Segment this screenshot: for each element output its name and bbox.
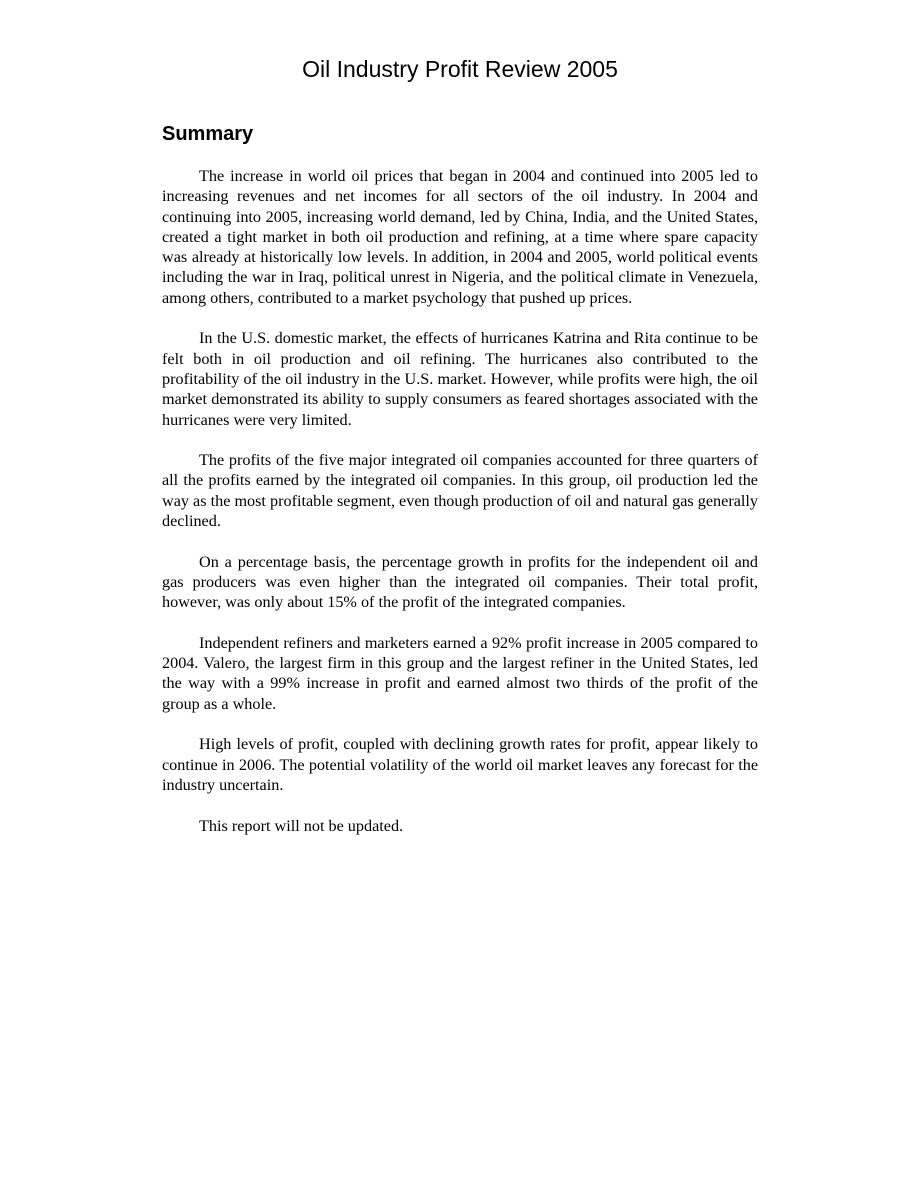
paragraph: On a percentage basis, the percentage growth in profits for the independent oil and gas producers was even higher than the integrated oil companies. Their total profit, however, was only about 15% of the profit of the integrated companies. [162,552,758,612]
section-heading: Summary [162,123,254,145]
paragraph: In the U.S. domestic market, the effects of hurricanes Katrina and Rita continue to be felt both in oil production and oil refining. The hurricanes also contributed to the profitability of the oil industry in the U.S. market. However, while profits were high, the oil market demonstrated its ability to supply consumers as feared shortages associated with the hurricanes were very limited. [162,329,758,429]
summary-body [162,166,758,836]
paragraph: The profits of the five major integrated oil companies accounted for three quarters of all the profits earned by the integrated oil companies. In this group, oil production led the way as the most profitable segment, even though production of oil and natural gas generally declined. [162,451,758,531]
paragraph: The increase in world oil prices that began in 2004 and continued into 2005 led to increasing revenues and net incomes for all sectors of the oil industry. In 2004 and continuing into 2005, increasing world demand, led by China, India, and the United States, created a tight market in both oil production and refining, at a time where spare capacity was already at historically low levels. In addition, in 2004 and 2005, world political events including the war in Iraq, political unrest in Nigeria, and the political climate in Venezuela, among others, contributed to a market psychology that pushed up prices. [162,167,758,307]
paragraph: Independent refiners and marketers earned a 92% profit increase in 2005 compared to 2004. Valero, the largest firm in this group and the largest refiner in the United States, led the way with a 99% increase in profit and earned almost two thirds of the profit of the group as a whole. [162,633,758,713]
document-title: Oil Industry Profit Review 2005 [302,56,618,82]
paragraph: High levels of profit, coupled with declining growth rates for profit, appear likely to continue in 2006. The potential volatility of the world oil market leaves any forecast for the industry uncertain. [162,735,758,794]
paragraph: This report will not be updated. [199,816,404,835]
